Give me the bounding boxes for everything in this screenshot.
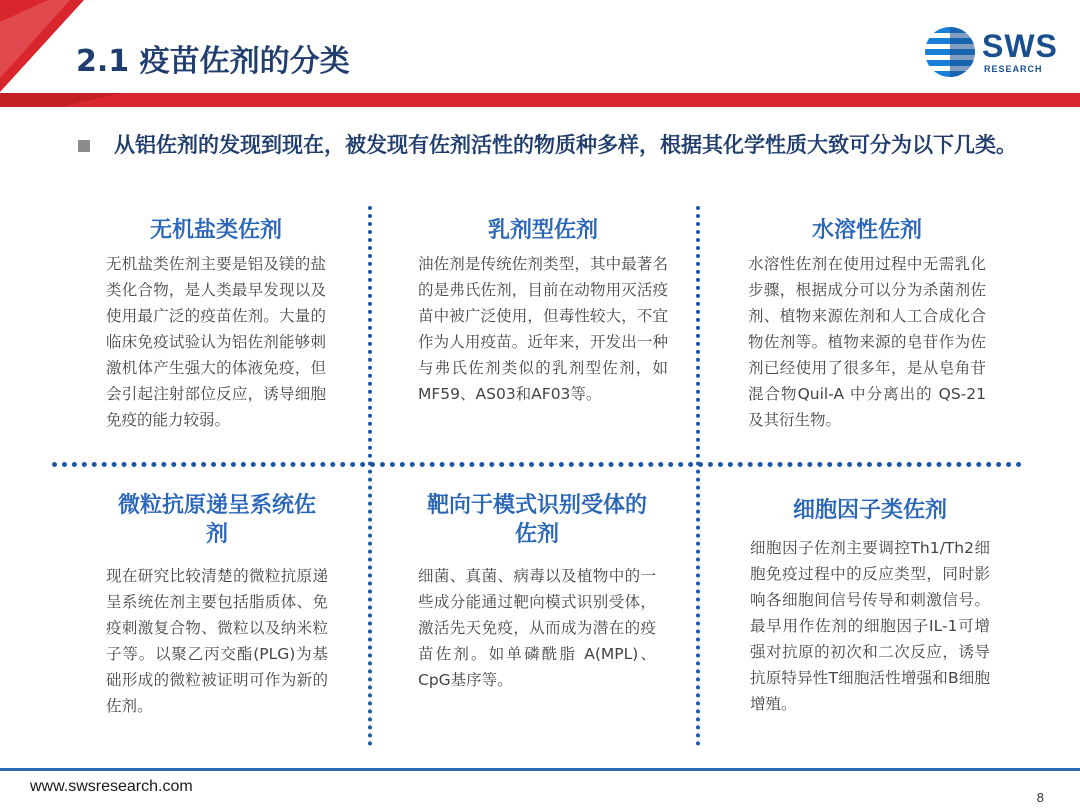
category-title: 靶向于模式识别受体的佐剂: [426, 493, 647, 547]
category-cell-cytokine: [750, 496, 990, 717]
category-body: 细菌、真菌、病毒以及植物中的一些成分能通过靶向模式识别受体，激活先天免疫，从而成为潜在的疫苗佐剂。如单磷酰脂 A(MPL)、CpG基序等。: [418, 567, 656, 689]
category-title: 细胞因子类佐剂: [792, 498, 947, 523]
category-body: 水溶性佐剂在使用过程中无需乳化步骤，根据成分可以分为杀菌剂佐剂、植物来源佐剂和人工合成化合物佐剂等。植物来源的皂苷作为佐剂已经使用了很多年，是从皂角苷混合物Quil-A 中分离出的 QS-21及其衍生物。: [748, 255, 986, 429]
divider-vertical-2: [696, 206, 700, 746]
category-cell-particulate-delivery: [106, 491, 328, 719]
logo-subtext: RESEARCH: [984, 64, 1043, 74]
category-body: 油佐剂是传统佐剂类型，其中最著名的是弗氏佐剂，目前在动物用灭活疫苗中被广泛使用，但毒性较大，不宜作为人用疫苗。近年来，开发出一种与弗氏佐剂类似的乳剂型佐剂，如MF59、AS03和AF03等。: [418, 255, 668, 403]
footer-website-link[interactable]: www.swsresearch.com: [30, 778, 193, 795]
footer-rule: [0, 768, 1080, 771]
bullet-square-icon: [78, 140, 90, 152]
category-cell-water-soluble: [748, 216, 986, 433]
page-title: 2.1 疫苗佐剂的分类: [76, 44, 350, 79]
category-title: 水溶性佐剂: [811, 218, 922, 243]
page-number: 8: [1036, 790, 1044, 805]
category-body: 细胞因子佐剂主要调控Th1/Th2细胞免疫过程中的反应类型，同时影响各细胞间信号传导和刺激信号。最早用作佐剂的细胞因子IL-1可增强对抗原的初次和二次反应，诱导抗原特异性T细胞活性增强和B细胞增殖。: [750, 539, 990, 713]
category-cell-prr-targeting: [418, 491, 656, 693]
globe-icon: [924, 24, 980, 80]
divider-horizontal: [52, 462, 1022, 467]
header-band: [0, 93, 1080, 107]
category-title: 无机盐类佐剂: [149, 218, 282, 243]
category-title: 微粒抗原递呈系统佐剂: [117, 493, 316, 547]
category-cell-emulsion: [418, 216, 668, 407]
sws-logo: [924, 24, 1064, 84]
logo-wordmark: SWS: [982, 28, 1058, 64]
category-body: 现在研究比较清楚的微粒抗原递呈系统佐剂主要包括脂质体、免疫刺激复合物、微粒以及纳米粒子等。以聚乙丙交酯(PLG)为基础形成的微粒被证明可作为新的佐剂。: [106, 567, 328, 715]
category-cell-inorganic-salt: [106, 216, 326, 433]
corner-decoration: [0, 0, 84, 92]
divider-vertical-1: [368, 206, 372, 746]
intro-text: 从铝佐剂的发现到现在，被发现有佐剂活性的物质种多样，根据其化学性质大致可分为以下几类。: [114, 133, 1017, 157]
category-body: 无机盐类佐剂主要是铝及镁的盐类化合物，是人类最早发现以及使用最广泛的疫苗佐剂。大量的临床免疫试验认为铝佐剂能够刺激机体产生强大的体液免疫，但会引起注射部位反应，诱导细胞免疫的能力较弱。: [106, 255, 326, 429]
category-title: 乳剂型佐剂: [487, 218, 598, 243]
